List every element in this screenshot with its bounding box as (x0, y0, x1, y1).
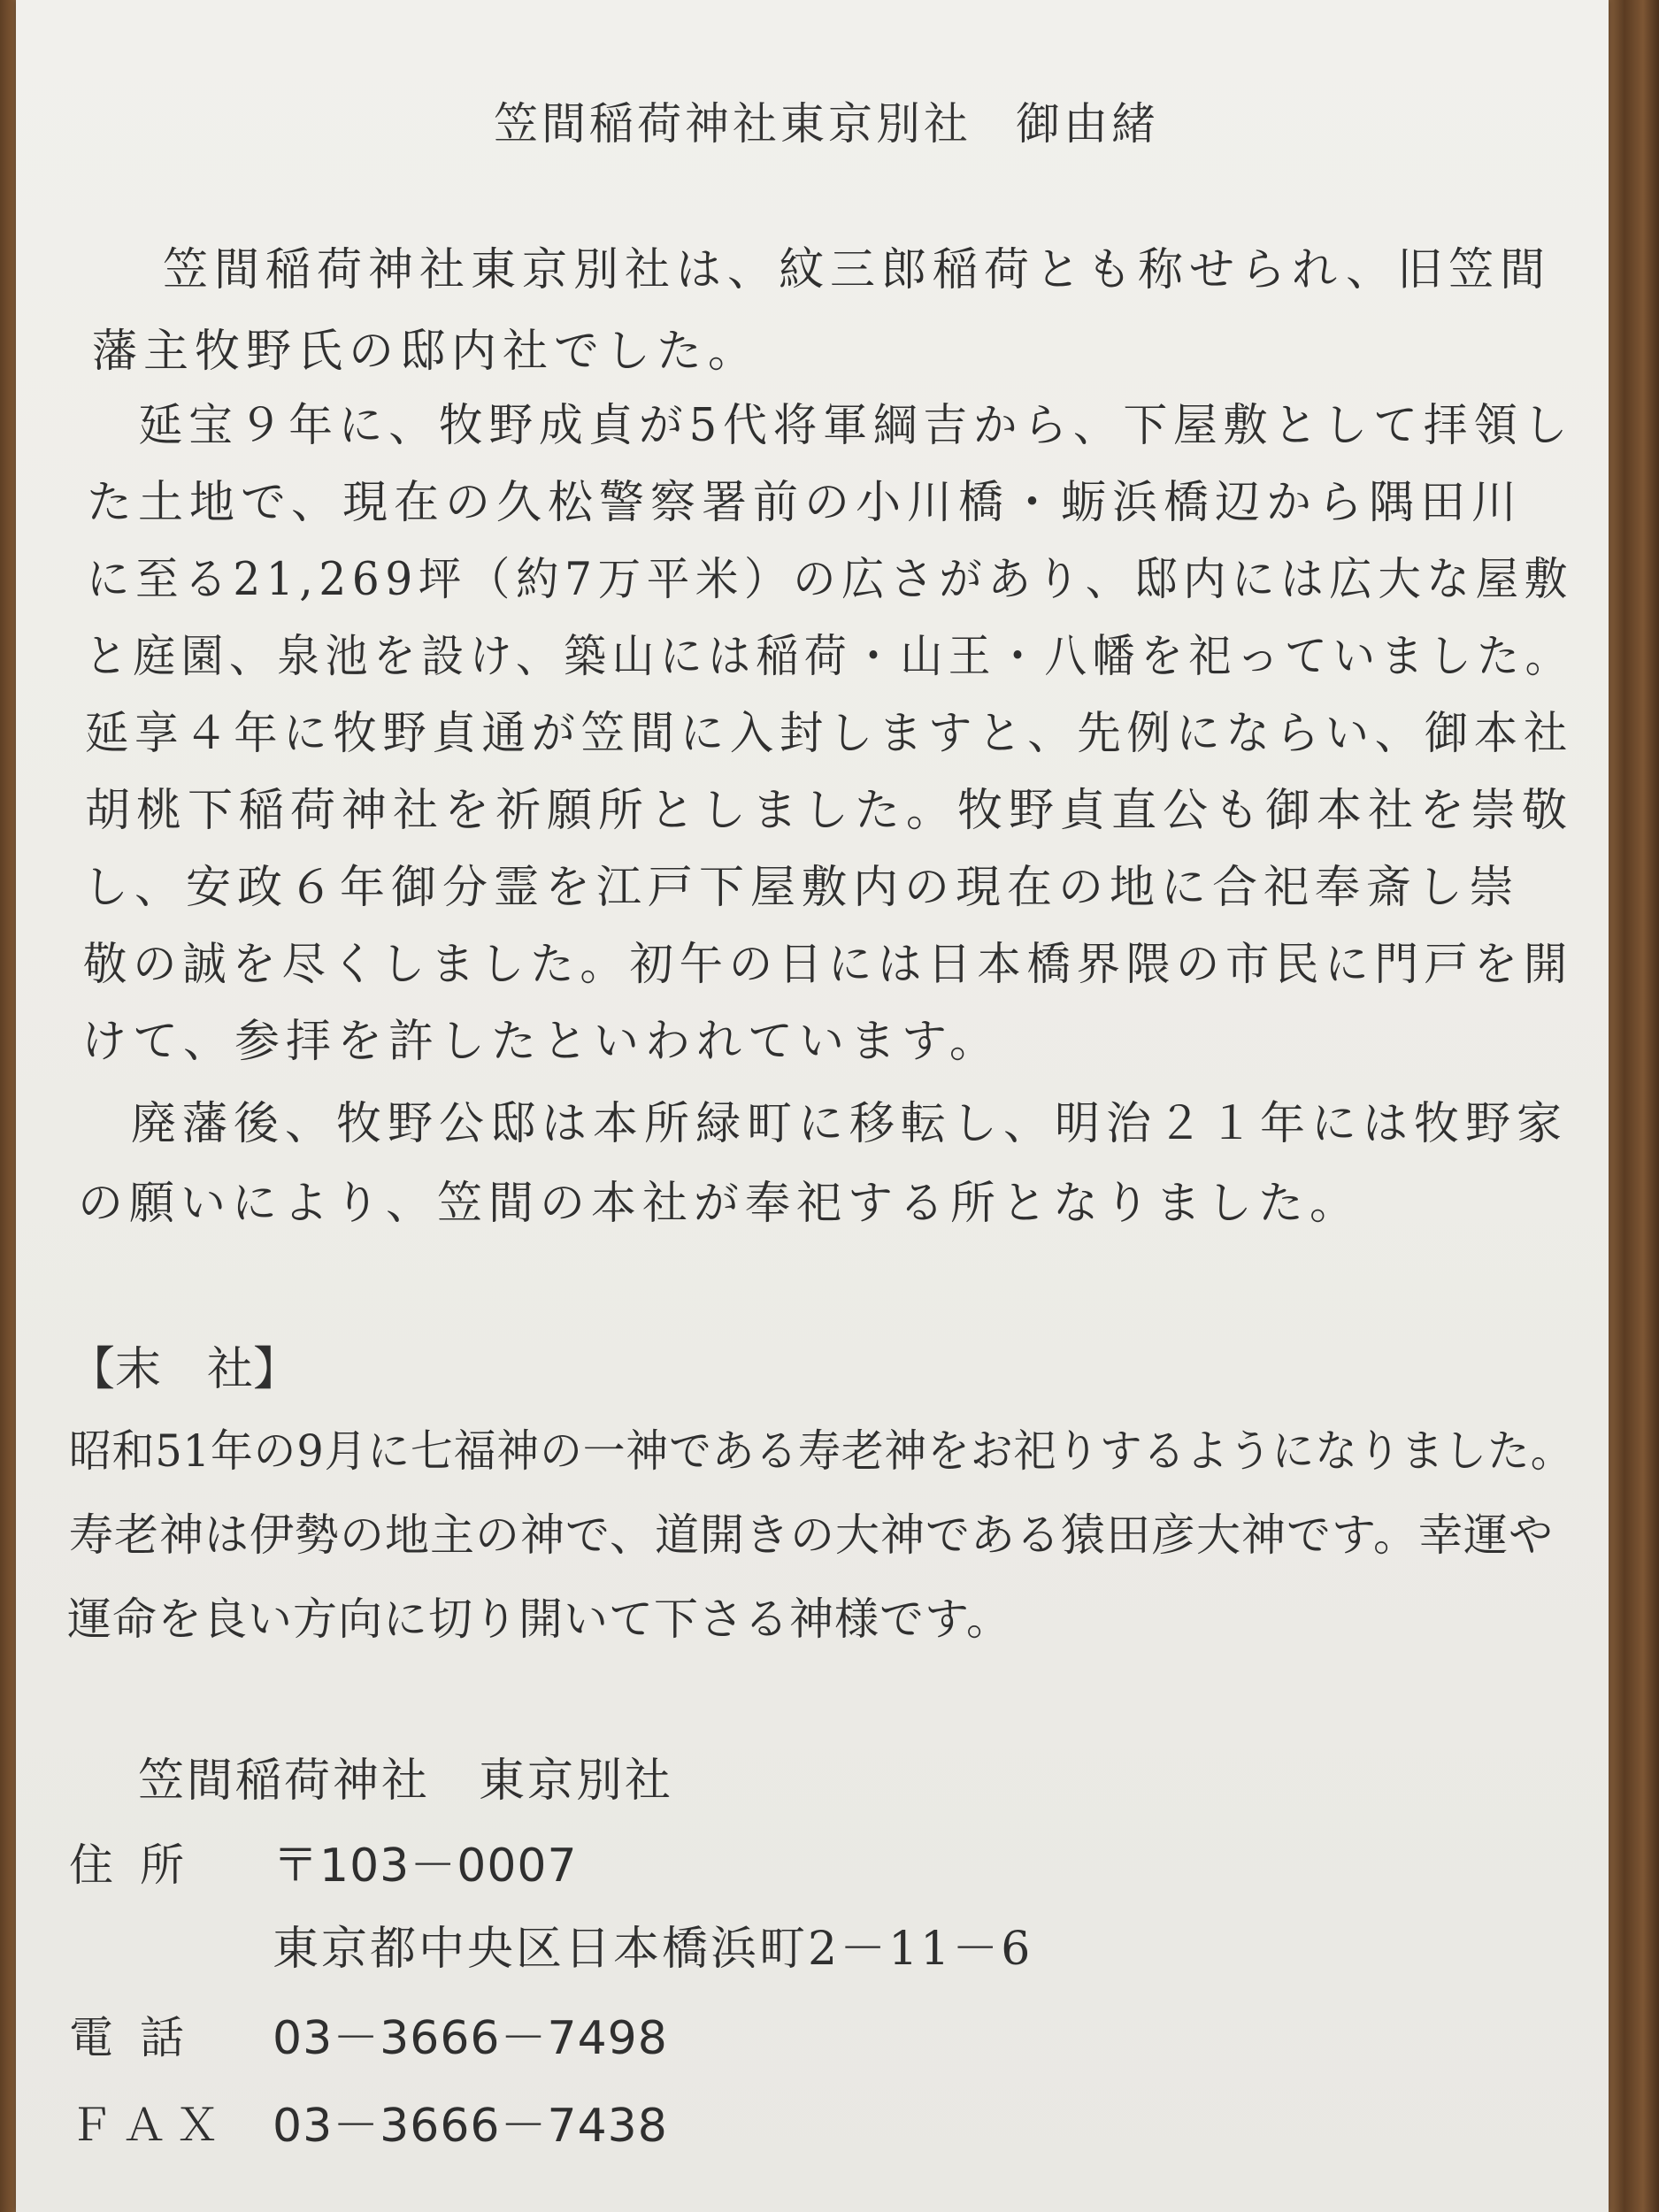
shrine-history-sheet (16, 0, 1609, 2212)
history-line: けて、参拝を許したといわれています。 (81, 1016, 1001, 1068)
fax-label: ＦＡＸ (69, 2100, 228, 2151)
phone-number: 03－3666－7498 (273, 2012, 668, 2065)
postal-code: 〒103－0007 (273, 1839, 578, 1893)
matsusha-line: 運命を良い方向に切り開いて下さる神様です。 (67, 1594, 1011, 1645)
history-line: 胡桃下稲荷神社を祈願所としました。牧野貞直公も御本社を崇敬 (85, 785, 1574, 837)
document-title (494, 88, 1159, 152)
matsusha-line: 寿老神は伊勢の地主の神で、道開きの大神である猿田彦大神です。幸運や (69, 1509, 1554, 1561)
title-suffix: 御由緒 (1016, 98, 1159, 150)
history-line: と庭園、泉池を設け、築山には稲荷・山王・八幡を祀っていました。 (85, 631, 1573, 683)
history-line: し、安政６年御分霊を江戸下屋敷内の現在の地に合祀奉斎し崇 (83, 862, 1521, 914)
history-line: た土地で、現在の久松警察署前の小川橋・蛎浜橋辺から隅田川 (87, 477, 1523, 529)
phone-label: 電話 (69, 2012, 211, 2063)
wood-surface-right (1606, 0, 1659, 2212)
history-line: 廃藩後、牧野公邸は本所緑町に移転し、明治２１年には牧野家 (80, 1098, 1569, 1150)
history-line: 藩主牧野氏の邸内社でした。 (92, 326, 760, 378)
history-line: に至る21,269坪（約7万平米）の広さがあり、邸内には広大な屋敷 (87, 554, 1573, 606)
shrine-name: 笠間稲荷神社 東京別社 (138, 1755, 674, 1808)
history-line: 延享４年に牧野貞通が笠間に入封しますと、先例にならい、御本社 (85, 708, 1574, 760)
history-line: の願いにより、笠間の本社が奉祀する所となりました。 (78, 1178, 1362, 1230)
matsusha-line: 昭和51年の9月に七福神の一神である寿老神をお祀りするようになりました。 (69, 1425, 1574, 1477)
history-line: 敬の誠を尽くしました。初午の日には日本橋界隈の市民に門戸を開 (83, 939, 1573, 991)
address: 東京都中央区日本橋浜町2－11－6 (273, 1923, 1033, 1976)
history-line: 延宝９年に、牧野成貞が5代将軍綱吉から、下屋敷として拝領し (88, 400, 1574, 452)
address-label: 住所 (69, 1839, 211, 1891)
fax-number: 03－3666－7438 (273, 2100, 668, 2153)
title-main: 笠間稲荷神社東京別社 (494, 98, 972, 150)
history-line: 笠間稲荷神社東京別社は、紋三郎稲荷とも称せられ、旧笠間 (111, 244, 1552, 296)
matsusha-heading: 【末 社】 (69, 1343, 300, 1396)
